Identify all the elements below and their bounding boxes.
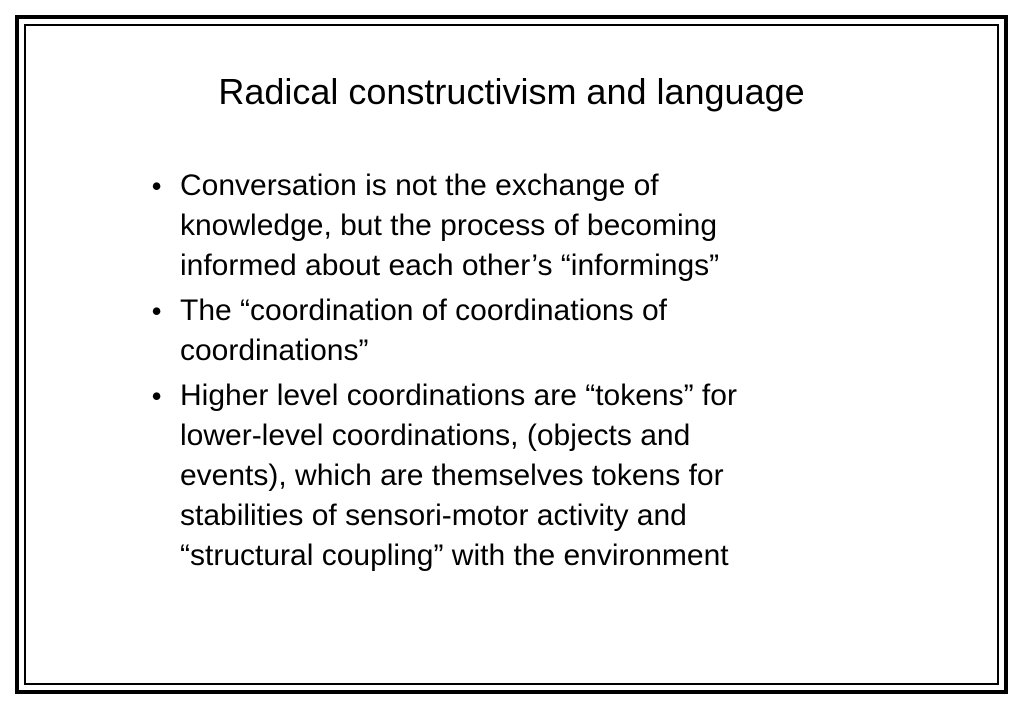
bullet-text: Higher level coordinations are “tokens” for lower-level coordinations, (objects and events), which are themselves tokens for stabilities of sensori-motor activity and “structural coupling” with the environment [180, 379, 737, 572]
bullet-list [151, 166, 911, 581]
bullet-item-2 [151, 291, 911, 371]
bullet-marker: • [151, 293, 163, 329]
bullet-text: The “coordination of coordinations of coordinations” [180, 294, 667, 367]
bullet-item-1 [151, 166, 911, 286]
bullet-marker: • [151, 168, 163, 204]
bullet-text: Conversation is not the exchange of knowledge, but the process of becoming informed about each other’s “informings” [180, 169, 720, 282]
bullet-item-3 [151, 376, 911, 576]
slide-title: Radical constructivism and language [218, 71, 805, 112]
bullet-marker: • [151, 378, 163, 414]
